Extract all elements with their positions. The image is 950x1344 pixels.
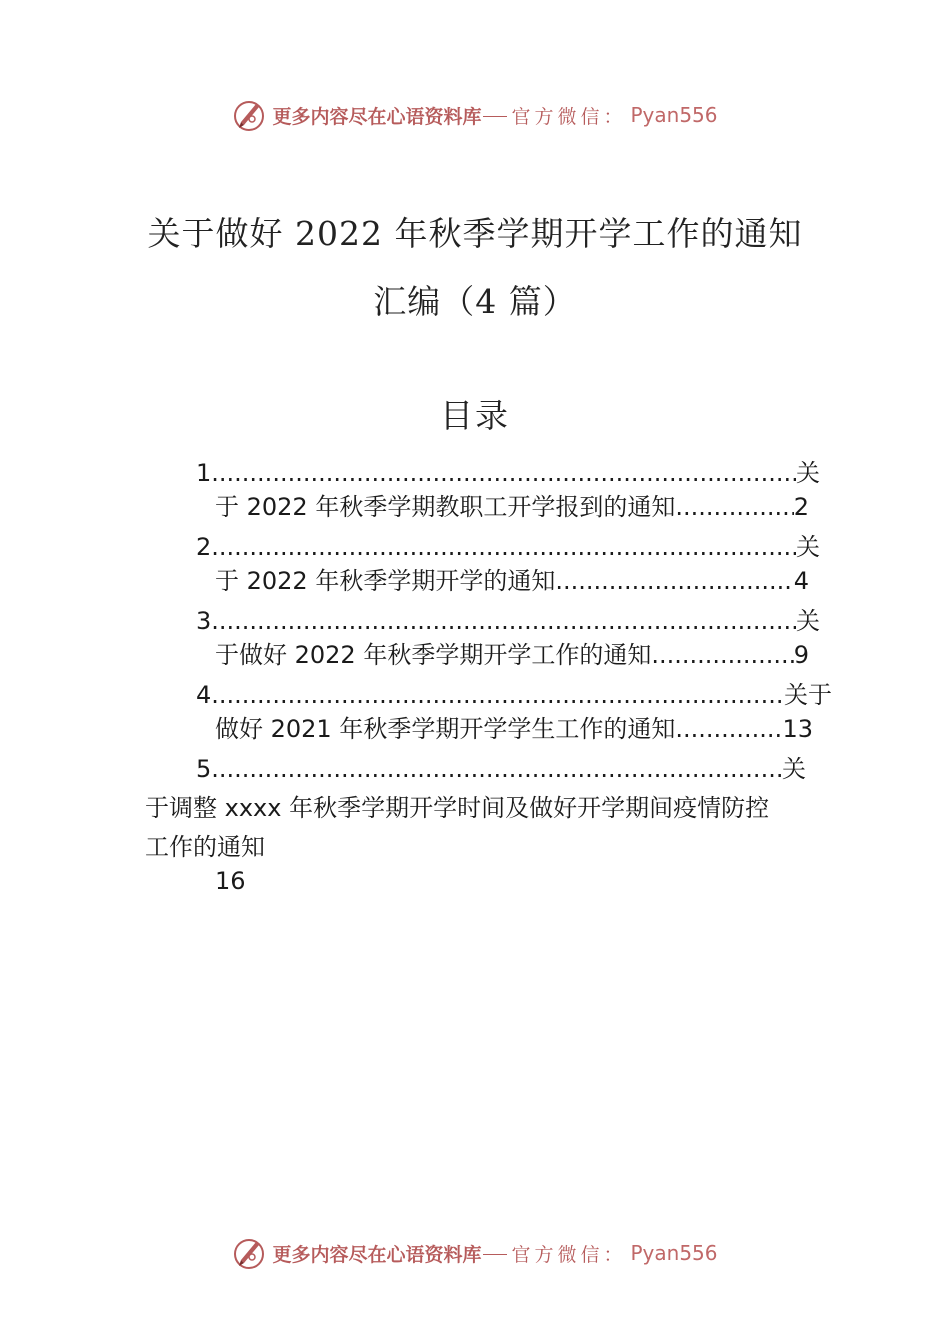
toc-entry-number: 2 — [196, 533, 212, 561]
toc-entry-number: 1 — [196, 459, 212, 487]
toc-leader-dots — [675, 492, 793, 522]
toc-entry-lead-end: 关于 — [784, 681, 832, 709]
toc-entry-number: 4 — [196, 681, 212, 709]
toc-leader-dots — [651, 640, 793, 670]
pen-logo-icon — [232, 98, 266, 132]
watermark-wechat-id: Pyan556 — [630, 1241, 718, 1265]
toc-entry-3-lead[interactable] — [196, 606, 820, 636]
header-watermark — [0, 95, 950, 135]
toc-entry-5-title-line1[interactable]: 于调整 xxxx 年秋季学期开学时间及做好开学期间疫情防控 — [145, 794, 770, 822]
toc-heading: 目录 — [440, 396, 510, 435]
toc-entry-text: 于 2022 年秋季学期开学的通知 — [215, 567, 556, 595]
toc-entry-number: 3 — [196, 607, 212, 635]
toc-entry-lead-end: 关 — [796, 533, 820, 561]
toc-entry-page: 13 — [782, 715, 813, 743]
toc-leader-dots — [211, 754, 782, 784]
watermark-text: 更多内容尽在心语资料库 — [272, 1243, 482, 1266]
toc-entry-page: 4 — [793, 567, 809, 595]
footer-watermark — [0, 1233, 950, 1273]
toc-entry-3-title[interactable] — [215, 640, 809, 670]
toc-entry-number: 5 — [196, 755, 212, 783]
toc-entry-text: 于 2022 年秋季学期教职工开学报到的通知 — [215, 493, 676, 521]
toc-leader-dots — [211, 680, 784, 710]
toc-leader-dots — [675, 714, 782, 744]
toc-entry-5-title-line2[interactable]: 工作的通知 — [145, 833, 265, 861]
toc-entry-1-lead[interactable] — [196, 458, 820, 488]
toc-entry-2-lead[interactable] — [196, 532, 820, 562]
toc-entry-lead-end: 关 — [796, 459, 820, 487]
document-title-line2: 汇编（4 篇） — [373, 282, 577, 321]
toc-leader-dots — [211, 606, 796, 636]
toc-leader-dots — [555, 566, 793, 596]
toc-entry-lead-end: 关 — [782, 755, 806, 783]
toc-entry-page: 9 — [793, 641, 809, 669]
toc-entry-text: 做好 2021 年秋季学期开学学生工作的通知 — [215, 715, 676, 743]
toc-entry-4-title[interactable] — [215, 714, 813, 744]
watermark-label: 官方微信： — [511, 105, 627, 128]
toc-entry-2-title[interactable] — [215, 566, 809, 596]
watermark-dash — [483, 116, 507, 117]
toc-leader-dots — [211, 532, 796, 562]
watermark-text: 更多内容尽在心语资料库 — [272, 105, 482, 128]
toc-leader-dots — [211, 458, 796, 488]
toc-entry-text: 于做好 2022 年秋季学期开学工作的通知 — [215, 641, 652, 669]
toc-entry-1-title[interactable] — [215, 492, 809, 522]
toc-entry-5-page[interactable]: 16 — [215, 867, 246, 895]
watermark-dash — [483, 1254, 507, 1255]
toc-entry-4-lead[interactable] — [196, 680, 832, 710]
toc-entry-page: 2 — [793, 493, 809, 521]
toc-entry-lead-end: 关 — [796, 607, 820, 635]
toc-entry-5-lead[interactable] — [196, 754, 806, 784]
watermark-wechat-id: Pyan556 — [630, 103, 718, 127]
watermark-label: 官方微信： — [511, 1243, 627, 1266]
pen-logo-icon — [232, 1236, 266, 1270]
document-title-line1: 关于做好 2022 年秋季学期开学工作的通知 — [147, 214, 803, 253]
